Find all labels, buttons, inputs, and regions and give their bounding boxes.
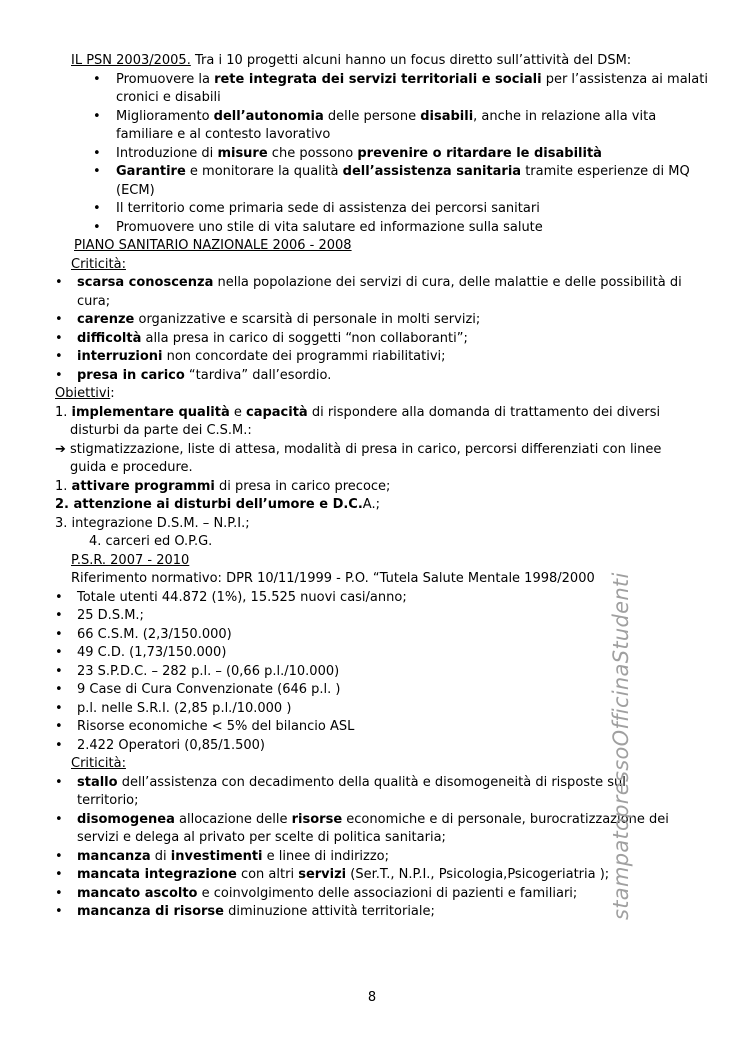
text: dell’assistenza con decadimento della qualità e disomogeneità di risposte sul	[117, 774, 626, 790]
psr2007-riferimento	[55, 570, 690, 589]
text: economiche e di personale, burocratizzazione dei	[342, 811, 669, 827]
bold-text: prevenire o ritardare le disabilità	[357, 145, 602, 161]
subsection-label: Criticità:	[71, 756, 126, 771]
text: e coinvolgimento delle associazioni di pazienti e familiari;	[197, 885, 578, 901]
text-continuation: territorio;	[77, 793, 139, 808]
bold-text: rete integrata dei servizi territoriali e sociali	[214, 71, 542, 87]
text: 4. carceri ed O.P.G.	[89, 534, 213, 549]
text: di	[150, 848, 171, 864]
text-continuation: familiare e al contesto lavorativo	[116, 127, 331, 142]
subsection-label: Obiettivi	[55, 386, 111, 401]
text: e linee di indirizzo;	[262, 848, 390, 864]
psn2003-bullet-3	[55, 145, 690, 164]
text-continuation: disturbi da parte dei C.S.M.:	[70, 423, 252, 438]
text-continuation: servizi e delega al privato per scelte di politica sanitaria;	[77, 830, 446, 845]
text: 49 C.D. (1,73/150.000)	[77, 645, 227, 660]
bold-text: dell’assistenza sanitaria	[342, 164, 522, 179]
text: (Ser.T., N.P.I., Psicologia,Psicogeriatria );	[346, 867, 610, 882]
bold-text: carenze	[77, 312, 135, 327]
text: con altri	[236, 867, 299, 882]
text: Riferimento normativo: DPR 10/11/1999 - P.O. “Tutela Salute Mentale 1998/2000	[71, 571, 595, 586]
bold-text: stallo	[77, 774, 118, 790]
text: di presa in carico precoce;	[214, 478, 391, 494]
psn2006-criticita-3	[55, 330, 690, 349]
section-title: P.S.R. 2007 - 2010	[71, 552, 190, 568]
text-continuation: cronici e disabili	[116, 90, 221, 105]
psn2003-bullet-1	[55, 71, 708, 108]
psr2007-criticita-6	[55, 903, 690, 922]
psr2007-criticita-4	[55, 866, 690, 885]
text: Totale utenti 44.872 (1%), 15.525 nuovi casi/anno;	[77, 589, 407, 605]
bold-text: disabili	[420, 108, 474, 124]
psr2007-dato-2	[55, 607, 690, 626]
bold-text: mancanza di risorse	[77, 904, 224, 919]
psr2007-dato-3	[55, 626, 690, 645]
text: 25 D.S.M.;	[77, 608, 144, 623]
text: Promuovere la	[116, 71, 215, 87]
psn2003-bullet-6	[55, 219, 690, 238]
text: Risorse economiche < 5% del bilancio ASL	[77, 719, 355, 734]
psr2007-dato-8	[55, 718, 690, 737]
text: diminuzione attività territoriale;	[223, 904, 435, 919]
psn2003-intro: Tra i 10 progetti alcuni hanno un focus diretto sull’attività del DSM:	[190, 53, 632, 68]
bold-text: investimenti	[170, 848, 263, 864]
bold-text: implementare qualità	[71, 404, 230, 420]
psr2007-criticita-label	[55, 755, 690, 774]
psr2007-dato-5	[55, 663, 690, 682]
text: organizzative e scarsità di personale in molti servizi;	[134, 312, 481, 327]
psn2006-obiettivo-2	[55, 478, 690, 497]
text: p.l. nelle S.R.I. (2,85 p.l./10.000 )	[77, 700, 292, 716]
bold-text: mancanza	[77, 848, 151, 864]
psn2006-obiettivi-label	[55, 385, 690, 404]
psn2006-obiettivo-3	[55, 496, 690, 515]
psr2007-dato-6	[55, 681, 690, 700]
psn2003-bullet-5	[55, 200, 690, 219]
list-number: 2.	[55, 497, 74, 512]
bold-text: attivare programmi	[71, 478, 215, 494]
bold-text: capacità	[245, 404, 308, 420]
watermark: stampatopressoOfficinaStudenti	[609, 572, 633, 920]
page-number: 8	[367, 990, 377, 1005]
bold-text: scarsa conoscenza	[77, 275, 214, 290]
section-title: PIANO SANITARIO NAZIONALE 2006 - 2008	[74, 238, 352, 253]
psn2006-obiettivo-1	[55, 404, 690, 441]
psr2007-dato-4	[55, 644, 690, 663]
text: e	[229, 404, 246, 420]
text: nella popolazione dei servizi di cura, delle malattie e delle possibilità di	[213, 275, 682, 290]
bold-text: mancata integrazione	[77, 867, 237, 882]
bold-text: servizi	[298, 867, 347, 882]
bold-text: misure	[217, 145, 268, 161]
text: che possono	[267, 145, 358, 161]
psn2006-obiettivo-5	[55, 533, 690, 552]
psr2007-criticita-2	[55, 811, 690, 848]
text: non concordate dei programmi riabilitativi;	[162, 349, 446, 364]
psn2003-title: IL PSN 2003/2005.	[71, 53, 191, 68]
bold-text: interruzioni	[77, 349, 163, 364]
text: :	[110, 386, 115, 401]
text: delle persone	[323, 108, 421, 124]
list-number: 1.	[55, 478, 72, 494]
bold-text: attenzione ai disturbi dell’umore e D.C.	[73, 497, 363, 512]
text: 3. integrazione D.S.M. – N.P.I.;	[55, 515, 250, 531]
psn2006-criticita-label	[55, 256, 690, 275]
page-content	[55, 52, 708, 922]
bold-text: risorse	[291, 811, 343, 827]
text: Miglioramento	[116, 108, 214, 124]
text: , anche in relazione alla vita	[473, 108, 657, 124]
text-continuation: cura;	[77, 293, 111, 309]
text: di rispondere alla domanda di trattamento dei diversi	[307, 404, 661, 420]
text: tramite esperienze di MQ	[521, 164, 690, 179]
text-continuation: guida e procedure.	[70, 460, 193, 475]
text: 9 Case di Cura Convenzionate (646 p.l. )	[77, 682, 341, 697]
text: Introduzione di	[116, 145, 218, 161]
text: A.;	[362, 497, 380, 512]
psr2007-criticita-5	[55, 885, 690, 904]
subsection-label: Criticità:	[71, 256, 126, 272]
psn2003-bullet-2	[55, 108, 690, 145]
text: stigmatizzazione, liste di attesa, modalità di presa in carico, percorsi differenziati con linee	[70, 441, 662, 457]
text: allocazione delle	[174, 811, 292, 827]
psr2007-dato-9	[55, 737, 690, 756]
text: Il territorio come primaria sede di assistenza dei percorsi sanitari	[116, 201, 540, 216]
text: 2.422 Operatori (0,85/1.500)	[77, 737, 265, 753]
text: 66 C.S.M. (2,3/150.000)	[77, 626, 232, 642]
list-number: 1.	[55, 404, 72, 420]
psn2006-criticita-1	[55, 274, 690, 311]
bold-text: difficoltà	[77, 330, 142, 346]
bold-text: disomogenea	[77, 811, 175, 827]
psn2006-criticita-2	[55, 311, 690, 330]
text: Promuovere uno stile di vita salutare ed informazione sulla salute	[116, 219, 543, 235]
text: per l’assistenza ai malati	[541, 71, 708, 87]
text: 23 S.P.D.C. – 282 p.l. – (0,66 p.l./10.000)	[77, 663, 340, 679]
text: alla presa in carico di soggetti “non collaboranti”;	[141, 330, 468, 346]
text: e monitorare la qualità	[185, 164, 343, 179]
bold-text: Garantire	[116, 164, 186, 179]
psr2007-title	[55, 552, 690, 571]
psr2007-dato-1	[55, 589, 690, 608]
psn2006-arrow-item	[55, 441, 690, 478]
text-continuation: (ECM)	[116, 182, 155, 198]
psn2003-heading	[55, 52, 690, 71]
bold-text: presa in carico	[77, 367, 185, 383]
bold-text: dell’autonomia	[213, 108, 324, 124]
psr2007-dato-7	[55, 700, 690, 719]
psn2006-title	[55, 237, 690, 256]
psn2006-criticita-5	[55, 367, 690, 386]
psn2006-obiettivo-4	[55, 515, 690, 534]
arrow-icon: ➔	[55, 441, 71, 457]
text: “tardiva” dall’esordio.	[184, 367, 332, 383]
psr2007-criticita-1	[55, 774, 690, 811]
psr2007-criticita-3	[55, 848, 690, 867]
bold-text: mancato ascolto	[77, 885, 198, 901]
psn2003-bullet-4	[55, 163, 690, 200]
psn2006-criticita-4	[55, 348, 690, 367]
